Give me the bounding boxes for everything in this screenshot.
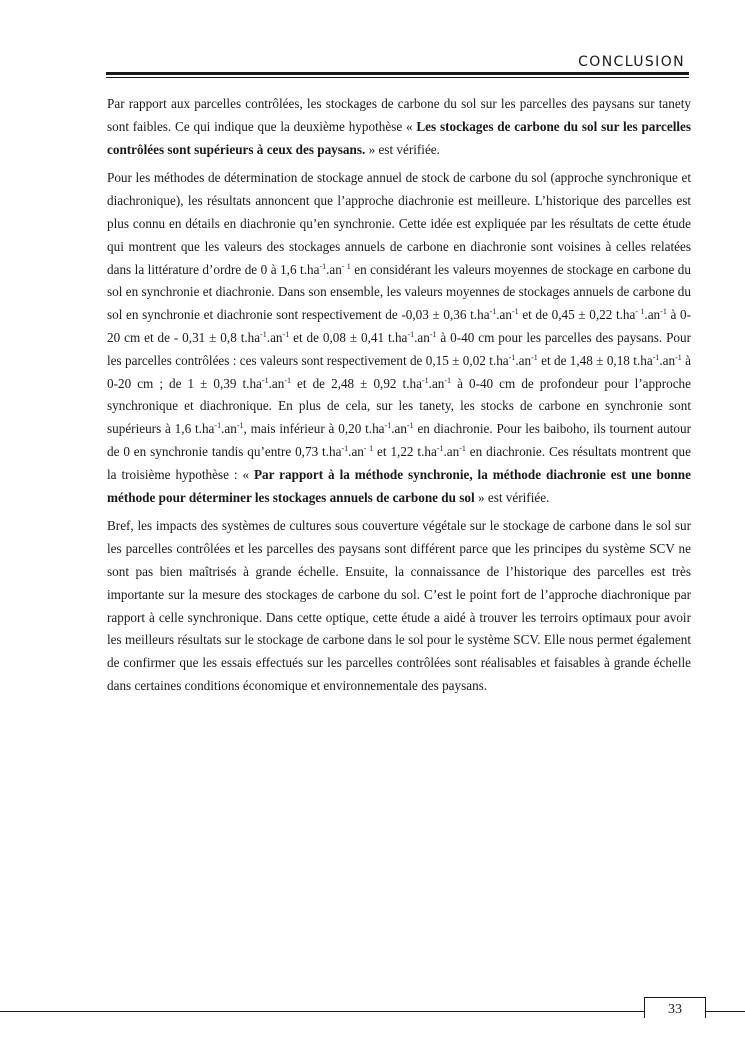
page-number: 33 xyxy=(644,997,706,1018)
paragraph-3: Bref, les impacts des systèmes de cultures sous couverture végétale sur le stockage de carbone dans le sol sur les parcelles contrôlées et les parcelles des paysans sont différent parce que les principes du système SCV ne sont pas bien maîtrisés à grande échelle. Ensuite, la connaissance de l’historique des parcelles est très importante sur la mesure des stockages de carbone du sol. C’est le point fort de l’approche diachronique par rapport à celle synchronique. Dans cette optique, cette étude a aidé à trouver les terroirs optimaux pour avoir les meilleurs résultats sur le stockage de carbone dans le sol pour le système SCV. Elle nous permet également de confirmer que les essais effectués sur les parcelles contrôlées sont réalisables et faisables à grande échelle dans certaines conditions économique et environnementale des paysans. xyxy=(107,518,691,693)
hypothesis-three: Par rapport à la méthode synchronie, la méthode diachronie est une bonne méthode pour déterminer les stockages annuels de carbone du sol xyxy=(107,466,691,505)
paragraph-1: Par rapport aux parcelles contrôlées, les stockages de carbone du sol sur les parcelles des paysans sur tanety sont faibles. Ce qui indique que la deuxième hypothèse « Les stockages de carbone du sol sur les parcelles contrôlées sont supérieurs à ceux des paysans. » est vérifiée. xyxy=(107,96,692,157)
hypothesis-two: Les stockages de carbone du sol sur les parcelles contrôlées sont supérieurs à ceux des paysans. xyxy=(107,118,692,157)
page-header-title: CONCLUSION xyxy=(578,54,685,70)
paragraph-2: Pour les méthodes de détermination de stockage annuel de stock de carbone du sol (approche synchronique et diachronique), les résultats annoncent que l’approche diachronie est meilleure. L’historique des parcelles est plus connu en détails en diachronie qu’en synchronie. Cette idée est expliquée par les résultats de cette étude qui montrent que les valeurs des stockages annuels de carbone en diachronie sont voisines à celles relatées dans la littérature d’ordre de 0 à 1,6 $t.ha^{-1}.an^{- 1}$ en considérant les valeurs moyennes de stockage en carbone du sol en synchronie et diachronie. Dans son ensemble, les valeurs moyennes de stockages annuels de carbone du sol en synchronie et diachronie sont respectivement de -0,03 ± 0,36 $t.ha^{-1}.an^{-1}$ et de 0,45 ± 0,22 $t.ha^{- 1}.an^{-1}$ à 0-20 cm et de - 0,31 ± 0,8 $t.ha^{-1}.an^{-1}$ et de 0,08 ± 0,41 $t.ha^{-1}.an^{-1}$ à 0-40 cm pour les parcelles des paysans. Pour les parcelles contrôlées : ces valeurs sont respectivement de 0,15 ± 0,02 $t.ha^{-1}.an^{-1}$ et de 1,48 ± 0,18 $t.ha^{-1}.an^{-1}$ à 0-20 cm ; de 1 ± 0,39 $t.ha^{-1}.an^{-1}$ et de 2,48 ± 0,92 $t.ha^{-1}.an^{-1}$ à 0-40 cm de profondeur pour l’approche synchronique et diachronique. En plus de cela, sur les tanety, les stocks de carbone en synchronie sont supérieurs à 1,6 $t.ha^{-1}.an^{-1}$, mais inférieur à 0,20 $t.ha^{-1}.an^{-1}$ en diachronie. Pour les baiboho, ils tournent autour de 0 en synchronie tandis qu’entre 0,73 $t.ha^{-1}.an^{- 1}$ et 1,22 $t.ha^{-1}.an^{-1}$ en diachronie. Ces résultats montrent que la troisième hypothèse : « Par rapport à la méthode synchronie, la méthode diachronie est une bonne méthode pour déterminer les stockages annuels de carbone du sol » est vérifiée. xyxy=(107,170,691,505)
header-rule-thick xyxy=(106,72,689,75)
body-text xyxy=(107,93,691,704)
header-rule-thin xyxy=(106,77,689,78)
footer-rule xyxy=(0,1011,745,1012)
